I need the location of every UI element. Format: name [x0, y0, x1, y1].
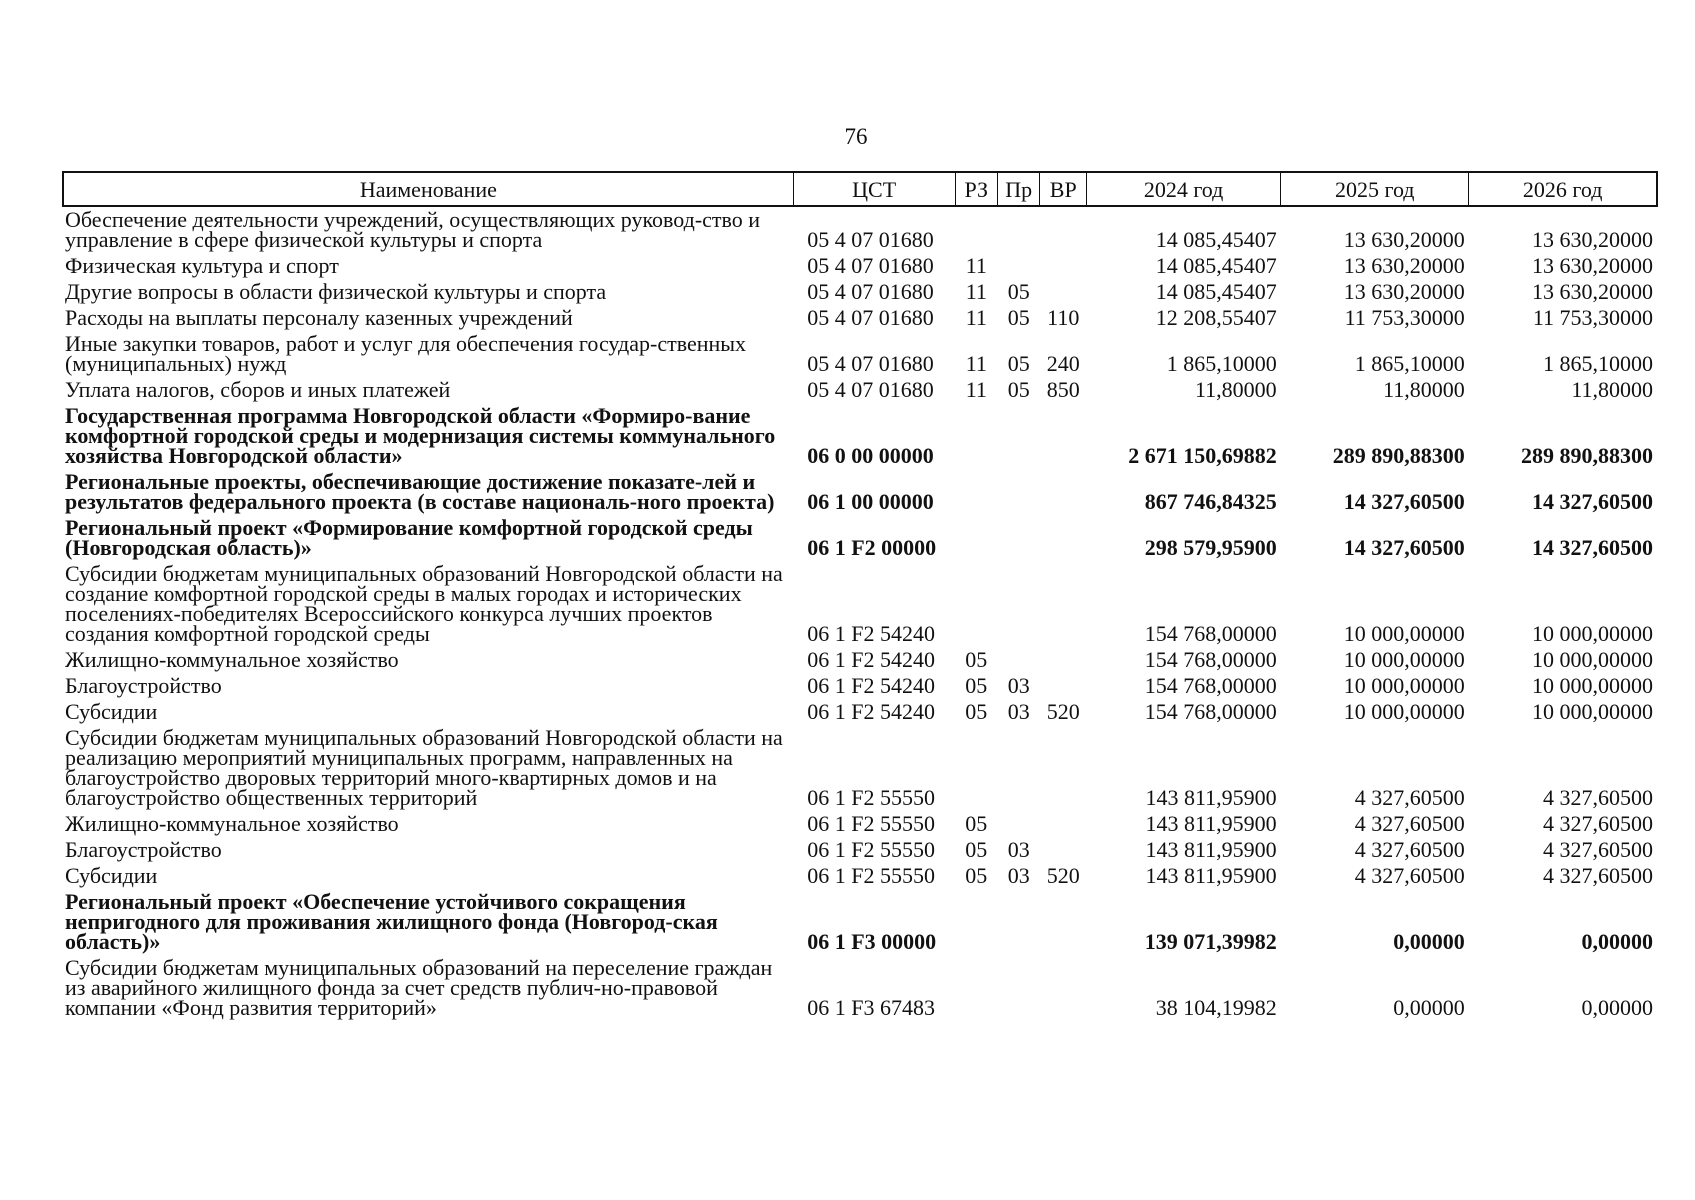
cell-cst: 06 1 F3 67483	[807, 995, 935, 1020]
header-2024: 2024 год	[1087, 172, 1281, 206]
cell-cst: 05 4 07 01680	[807, 351, 934, 376]
cell-pr	[998, 206, 1040, 251]
table-row	[63, 513, 1657, 559]
cell-y2024: 154 768,00000	[1144, 621, 1277, 646]
cell-pr: 03	[1007, 699, 1030, 724]
cell-rz: 11	[965, 377, 987, 402]
cell-y2025: 4 327,60500	[1354, 837, 1465, 862]
cell-cst: 06 1 F2 55550	[807, 863, 935, 888]
cell-y2025: 11,80000	[1383, 377, 1465, 402]
cell-vr	[1040, 835, 1087, 861]
table-header-row	[63, 172, 1657, 206]
cell-cst: 06 1 F2 55550	[807, 785, 935, 810]
cell-y2024: 2 671 150,69882	[1128, 443, 1277, 468]
cell-y2026: 10 000,00000	[1532, 647, 1653, 672]
cell-y2024: 154 768,00000	[1144, 673, 1277, 698]
cell-name: Субсидии бюджетам муниципальных образований Новгородской области на реализацию мероприятий муниципальных программ, направленных на благоустройство дворовых территорий много-квартирных домов и на благоустройство общественных территорий	[65, 725, 783, 810]
cell-rz: 05	[965, 863, 988, 888]
cell-y2024: 14 085,45407	[1155, 253, 1277, 278]
cell-y2024: 139 071,39982	[1144, 929, 1277, 954]
cell-y2024: 143 811,95900	[1145, 863, 1277, 888]
table-row	[63, 467, 1657, 513]
cell-y2024: 12 208,55407	[1155, 305, 1277, 330]
cell-y2026: 10 000,00000	[1532, 699, 1653, 724]
cell-cst: 06 1 00 00000	[807, 489, 934, 514]
cell-y2026: 0,00000	[1581, 929, 1653, 954]
cell-rz: 05	[965, 699, 988, 724]
table-row	[63, 401, 1657, 467]
table-row	[63, 251, 1657, 277]
cell-y2024: 143 811,95900	[1145, 837, 1277, 862]
table-row	[63, 671, 1657, 697]
cell-y2026: 10 000,00000	[1532, 673, 1653, 698]
cell-y2025: 10 000,00000	[1343, 673, 1465, 698]
cell-name: Обеспечение деятельности учреждений, осуществляющих руковод-ство и управление в сфере физической культуры и спорта	[65, 207, 761, 252]
cell-y2025: 11 753,30000	[1344, 305, 1465, 330]
cell-cst: 06 1 F2 54240	[807, 621, 935, 646]
table-row	[63, 861, 1657, 887]
cell-rz	[955, 401, 997, 467]
cell-name: Благоустройство	[65, 837, 222, 862]
table-row	[63, 835, 1657, 861]
cell-cst: 06 1 F2 00000	[807, 535, 937, 560]
header-name: Наименование	[63, 172, 793, 206]
cell-pr: 03	[1007, 837, 1030, 862]
cell-pr: 03	[1007, 863, 1030, 888]
cell-rz	[955, 206, 997, 251]
cell-y2026: 0,00000	[1581, 995, 1653, 1020]
cell-y2025: 4 327,60500	[1354, 785, 1465, 810]
header-rz: РЗ	[955, 172, 997, 206]
cell-rz: 11	[965, 253, 987, 278]
cell-rz	[955, 953, 997, 1019]
cell-pr	[998, 467, 1040, 513]
cell-y2025: 14 327,60500	[1343, 489, 1465, 514]
cell-y2024: 14 085,45407	[1155, 227, 1277, 252]
cell-y2026: 4 327,60500	[1543, 863, 1653, 888]
cell-y2024: 14 085,45407	[1155, 279, 1277, 304]
cell-pr	[998, 401, 1040, 467]
cell-vr	[1040, 645, 1087, 671]
cell-rz	[955, 887, 997, 953]
cell-rz: 11	[965, 351, 987, 376]
cell-rz: 11	[965, 305, 987, 330]
cell-pr	[998, 887, 1040, 953]
header-cst: ЦСТ	[793, 172, 955, 206]
table-row	[63, 697, 1657, 723]
table-row	[63, 329, 1657, 375]
cell-pr: 05	[1007, 377, 1030, 402]
cell-y2026: 14 327,60500	[1532, 535, 1653, 560]
cell-rz: 05	[965, 673, 988, 698]
table-row	[63, 206, 1657, 251]
page-number: 76	[844, 124, 868, 149]
cell-name: Другие вопросы в области физической культуры и спорта	[65, 279, 607, 304]
cell-y2024: 298 579,95900	[1144, 535, 1277, 560]
table-row	[63, 809, 1657, 835]
cell-name: Физическая культура и спорт	[65, 253, 339, 278]
cell-cst: 05 4 07 01680	[807, 305, 934, 330]
table-row	[63, 723, 1657, 809]
cell-name: Государственная программа Новгородской области «Формиро-вание комфортной городской среды и модернизация системы коммунального хозяйства Новгородской области»	[65, 403, 776, 468]
cell-y2026: 11 753,30000	[1532, 305, 1653, 330]
cell-y2025: 13 630,20000	[1343, 253, 1465, 278]
cell-name: Региональный проект «Формирование комфортной городской среды (Новгородская область)»	[65, 515, 753, 560]
cell-rz	[955, 467, 997, 513]
cell-y2026: 4 327,60500	[1543, 837, 1653, 862]
cell-vr	[1040, 401, 1087, 467]
cell-cst: 05 4 07 01680	[807, 377, 934, 402]
cell-y2025: 10 000,00000	[1343, 621, 1465, 646]
cell-cst: 05 4 07 01680	[807, 253, 934, 278]
cell-vr: 240	[1046, 351, 1080, 376]
cell-y2026: 13 630,20000	[1532, 253, 1653, 278]
cell-rz	[955, 513, 997, 559]
cell-pr	[998, 953, 1040, 1019]
cell-name: Жилищно-коммунальное хозяйство	[65, 811, 399, 836]
header-2025: 2025 год	[1281, 172, 1469, 206]
cell-vr: 110	[1047, 305, 1080, 330]
cell-pr: 05	[1007, 279, 1030, 304]
cell-vr	[1040, 206, 1087, 251]
cell-name: Субсидии бюджетам муниципальных образований на переселение граждан из аварийного жилищного фонда за счет средств публич-но-правовой компании «Фонд развития территорий»	[65, 955, 773, 1020]
table-body	[63, 206, 1657, 1019]
cell-pr	[998, 559, 1040, 645]
cell-vr: 520	[1046, 863, 1080, 888]
cell-y2025: 10 000,00000	[1343, 699, 1465, 724]
cell-cst: 06 1 F2 54240	[807, 699, 935, 724]
cell-y2026: 289 890,88300	[1521, 443, 1653, 468]
cell-pr: 05	[1007, 305, 1030, 330]
cell-pr	[998, 723, 1040, 809]
cell-pr	[998, 645, 1040, 671]
cell-y2026: 4 327,60500	[1543, 811, 1653, 836]
table-row	[63, 645, 1657, 671]
table-row	[63, 303, 1657, 329]
cell-cst: 06 1 F2 54240	[807, 647, 935, 672]
cell-vr	[1040, 953, 1087, 1019]
cell-y2024: 143 811,95900	[1145, 811, 1277, 836]
cell-name: Субсидии	[65, 699, 158, 724]
cell-cst: 06 1 F2 54240	[807, 673, 935, 698]
cell-name: Расходы на выплаты персоналу казенных учреждений	[65, 305, 573, 330]
cell-y2024: 11,80000	[1195, 377, 1277, 402]
cell-y2024: 1 865,10000	[1166, 351, 1277, 376]
cell-name: Региональные проекты, обеспечивающие достижение показате-лей и результатов федерального проекта (в составе националь-ного проекта)	[65, 469, 775, 514]
cell-name: Жилищно-коммунальное хозяйство	[65, 647, 399, 672]
cell-pr	[998, 809, 1040, 835]
cell-y2026: 13 630,20000	[1532, 227, 1653, 252]
cell-y2026: 4 327,60500	[1543, 785, 1653, 810]
budget-table	[62, 171, 1658, 1019]
cell-cst: 06 1 F2 55550	[807, 811, 935, 836]
cell-y2025: 1 865,10000	[1354, 351, 1465, 376]
header-pr: Пр	[998, 172, 1040, 206]
cell-vr	[1040, 671, 1087, 697]
cell-vr	[1040, 809, 1087, 835]
cell-rz: 05	[965, 647, 988, 672]
cell-y2025: 289 890,88300	[1332, 443, 1465, 468]
table-row	[63, 953, 1657, 1019]
cell-vr	[1040, 887, 1087, 953]
cell-pr	[998, 513, 1040, 559]
cell-vr	[1040, 513, 1087, 559]
table-row	[63, 277, 1657, 303]
cell-rz: 05	[965, 811, 988, 836]
cell-name: Уплата налогов, сборов и иных платежей	[65, 377, 451, 402]
cell-y2024: 154 768,00000	[1144, 647, 1277, 672]
cell-y2025: 4 327,60500	[1354, 863, 1465, 888]
cell-rz	[955, 723, 997, 809]
cell-rz: 05	[965, 837, 988, 862]
cell-y2026: 10 000,00000	[1532, 621, 1653, 646]
cell-y2025: 0,00000	[1393, 995, 1465, 1020]
cell-y2026: 14 327,60500	[1532, 489, 1653, 514]
cell-vr	[1040, 723, 1087, 809]
cell-y2026: 1 865,10000	[1543, 351, 1653, 376]
cell-name: Иные закупки товаров, работ и услуг для обеспечения государ-ственных (муниципальных) нужд	[65, 331, 747, 376]
cell-y2025: 4 327,60500	[1354, 811, 1465, 836]
cell-y2024: 154 768,00000	[1144, 699, 1277, 724]
cell-y2025: 10 000,00000	[1343, 647, 1465, 672]
cell-name: Региональный проект «Обеспечение устойчивого сокращения непригодного для проживания жилищного фонда (Новгород-ская область)»	[65, 889, 718, 954]
cell-name: Благоустройство	[65, 673, 222, 698]
cell-pr: 05	[1007, 351, 1030, 376]
table-row	[63, 375, 1657, 401]
cell-cst: 06 1 F2 55550	[807, 837, 935, 862]
cell-rz: 11	[965, 279, 987, 304]
cell-vr	[1040, 467, 1087, 513]
cell-y2025: 0,00000	[1393, 929, 1465, 954]
cell-vr: 850	[1046, 377, 1080, 402]
cell-y2024: 867 746,84325	[1144, 489, 1277, 514]
cell-y2024: 38 104,19982	[1155, 995, 1277, 1020]
cell-vr	[1040, 559, 1087, 645]
table-row	[63, 559, 1657, 645]
cell-y2024: 143 811,95900	[1145, 785, 1277, 810]
header-vr: ВР	[1040, 172, 1087, 206]
cell-vr	[1040, 251, 1087, 277]
cell-rz	[955, 559, 997, 645]
cell-vr	[1040, 277, 1087, 303]
cell-y2026: 13 630,20000	[1532, 279, 1653, 304]
cell-pr: 03	[1007, 673, 1030, 698]
cell-y2025: 14 327,60500	[1343, 535, 1465, 560]
header-2026: 2026 год	[1469, 172, 1657, 206]
cell-y2025: 13 630,20000	[1343, 279, 1465, 304]
cell-y2025: 13 630,20000	[1343, 227, 1465, 252]
cell-cst: 06 1 F3 00000	[807, 929, 937, 954]
cell-name: Субсидии	[65, 863, 158, 888]
table-row	[63, 887, 1657, 953]
cell-cst: 05 4 07 01680	[807, 279, 934, 304]
cell-cst: 05 4 07 01680	[807, 227, 934, 252]
cell-name: Субсидии бюджетам муниципальных образований Новгородской области на создание комфортной городской среды в малых городах и исторических поселениях-победителях Всероссийского конкурса лучших проектов создания комфортной городской среды	[65, 561, 783, 646]
cell-vr: 520	[1046, 699, 1080, 724]
cell-cst: 06 0 00 00000	[807, 443, 934, 468]
cell-pr	[998, 251, 1040, 277]
cell-y2026: 11,80000	[1571, 377, 1653, 402]
